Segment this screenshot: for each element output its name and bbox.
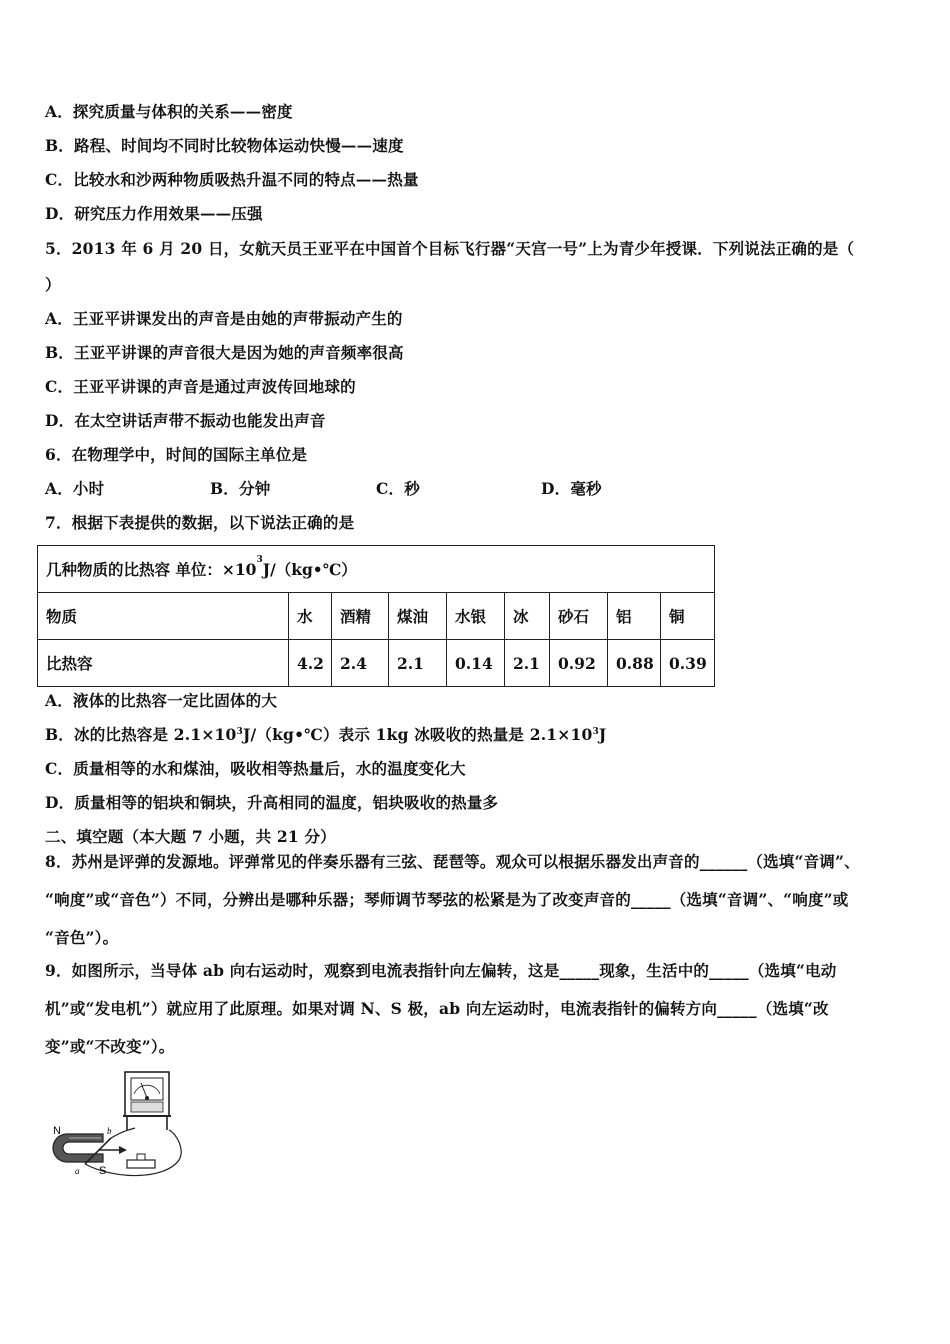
table-header-label: 物质 bbox=[38, 593, 289, 640]
q5-option-c: C．王亚平讲课的声音是通过声波传回地球的 bbox=[45, 377, 356, 396]
specific-heat-table bbox=[37, 545, 715, 687]
ammeter-icon bbox=[123, 1072, 171, 1130]
q9-line3: 变”或“不改变”）。 bbox=[45, 1037, 175, 1056]
table-header-cell: 水 bbox=[289, 593, 332, 640]
q7-option-a: A．液体的比热容一定比固体的大 bbox=[45, 691, 278, 710]
table-header-row bbox=[38, 593, 715, 640]
q5-option-d: D．在太空讲话声带不振动也能发出声音 bbox=[45, 411, 326, 430]
table-header-cell: 水银 bbox=[447, 593, 505, 640]
q8-line3: “音色”）。 bbox=[45, 928, 119, 947]
q6-option-c: C．秒 bbox=[376, 479, 420, 498]
table-value-cell: 2.1 bbox=[389, 640, 447, 687]
q9-line2: 机”或“发电机”）就应用了此原理。如果对调 N、S 极，ab 向左运动时，电流表指针的偏转方向_____（选填“改 bbox=[45, 999, 829, 1018]
table-value-cell: 0.39 bbox=[661, 640, 715, 687]
label-a: a bbox=[75, 1166, 80, 1176]
q6-option-a: A．小时 bbox=[45, 479, 105, 498]
q7-option-c: C．质量相等的水和煤油，吸收相等热量后，水的温度变化大 bbox=[45, 759, 466, 778]
table-row-label: 比热容 bbox=[38, 640, 289, 687]
table-value-cell: 0.14 bbox=[447, 640, 505, 687]
q6-option-d: D．毫秒 bbox=[541, 479, 602, 498]
q6-stem: 6．在物理学中，时间的国际主单位是 bbox=[45, 445, 308, 464]
table-header-cell: 酒精 bbox=[332, 593, 389, 640]
arrow-right-icon bbox=[99, 1146, 127, 1154]
table-caption: 几种物质的比热容 单位：$\times 10^3J/(kg•℃)$ bbox=[38, 546, 715, 593]
q5-stem-line2: ） bbox=[45, 275, 61, 294]
q7-stem: 7．根据下表提供的数据，以下说法正确的是 bbox=[45, 513, 355, 532]
switch-icon bbox=[127, 1154, 155, 1168]
q5-option-a: A．王亚平讲课发出的声音是由她的声带振动产生的 bbox=[45, 309, 403, 328]
section-title: 二、填空题（本大题 7 小题，共 21 分） bbox=[45, 827, 336, 846]
magnet-icon bbox=[53, 1134, 103, 1162]
label-s: S bbox=[99, 1165, 107, 1177]
q4-option-b: B．路程、时间均不同时比较物体运动快慢——速度 bbox=[45, 136, 404, 155]
table-value-row bbox=[38, 640, 715, 687]
table-value-cell: 0.92 bbox=[550, 640, 608, 687]
table-header-cell: 煤油 bbox=[389, 593, 447, 640]
table-value-cell: 0.88 bbox=[608, 640, 661, 687]
q7-option-d: D．质量相等的铝块和铜块，升高相同的温度，铝块吸收的热量多 bbox=[45, 793, 499, 812]
table-header-cell: 砂石 bbox=[550, 593, 608, 640]
table-value-cell: 4.2 bbox=[289, 640, 332, 687]
q9-line1: 9．如图所示，当导体 ab 向右运动时，观察到电流表指针向左偏转，这是_____现象，生活中的_____（选填“电动 bbox=[45, 961, 837, 980]
table-header-cell: 铜 bbox=[661, 593, 715, 640]
table-header-cell: 冰 bbox=[505, 593, 550, 640]
q8-line2: “响度”或“音色”）不同，分辨出是哪种乐器；琴师调节琴弦的松紧是为了改变声音的_____（选填“音调”、“响度”或 bbox=[45, 890, 849, 909]
q6-options bbox=[45, 479, 645, 499]
q5-stem-line1: 5．2013 年 6 月 20 日，女航天员王亚平在中国首个目标飞行器“天宫一号”上为青少年授课．下列说法正确的是（ bbox=[45, 239, 855, 258]
q4-option-a: A．探究质量与体积的关系——密度 bbox=[45, 102, 293, 121]
label-n: N bbox=[53, 1125, 61, 1137]
q4-option-d: D．研究压力作用效果——压强 bbox=[45, 204, 263, 223]
table-value-cell: 2.4 bbox=[332, 640, 389, 687]
q6-option-b: B．分钟 bbox=[210, 479, 271, 498]
q4-option-c: C．比较水和沙两种物质吸热升温不同的特点——热量 bbox=[45, 170, 419, 189]
table-value-cell: 2.1 bbox=[505, 640, 550, 687]
induction-diagram bbox=[45, 1068, 195, 1188]
table-header-cell: 铝 bbox=[608, 593, 661, 640]
label-b: b bbox=[107, 1126, 112, 1136]
q8-line1: 8．苏州是评弹的发源地。评弹常见的伴奏乐器有三弦、琵琶等。观众可以根据乐器发出声音的______（选填“音调”、 bbox=[45, 852, 860, 871]
q7-option-b: B．冰的比热容是 $2.1\times 10^3J/(kg•℃)$表示 1kg 冰吸收的热量是 $2.1\times 10^3J$ bbox=[45, 725, 607, 744]
q5-option-b: B．王亚平讲课的声音很大是因为她的声音频率很高 bbox=[45, 343, 404, 362]
